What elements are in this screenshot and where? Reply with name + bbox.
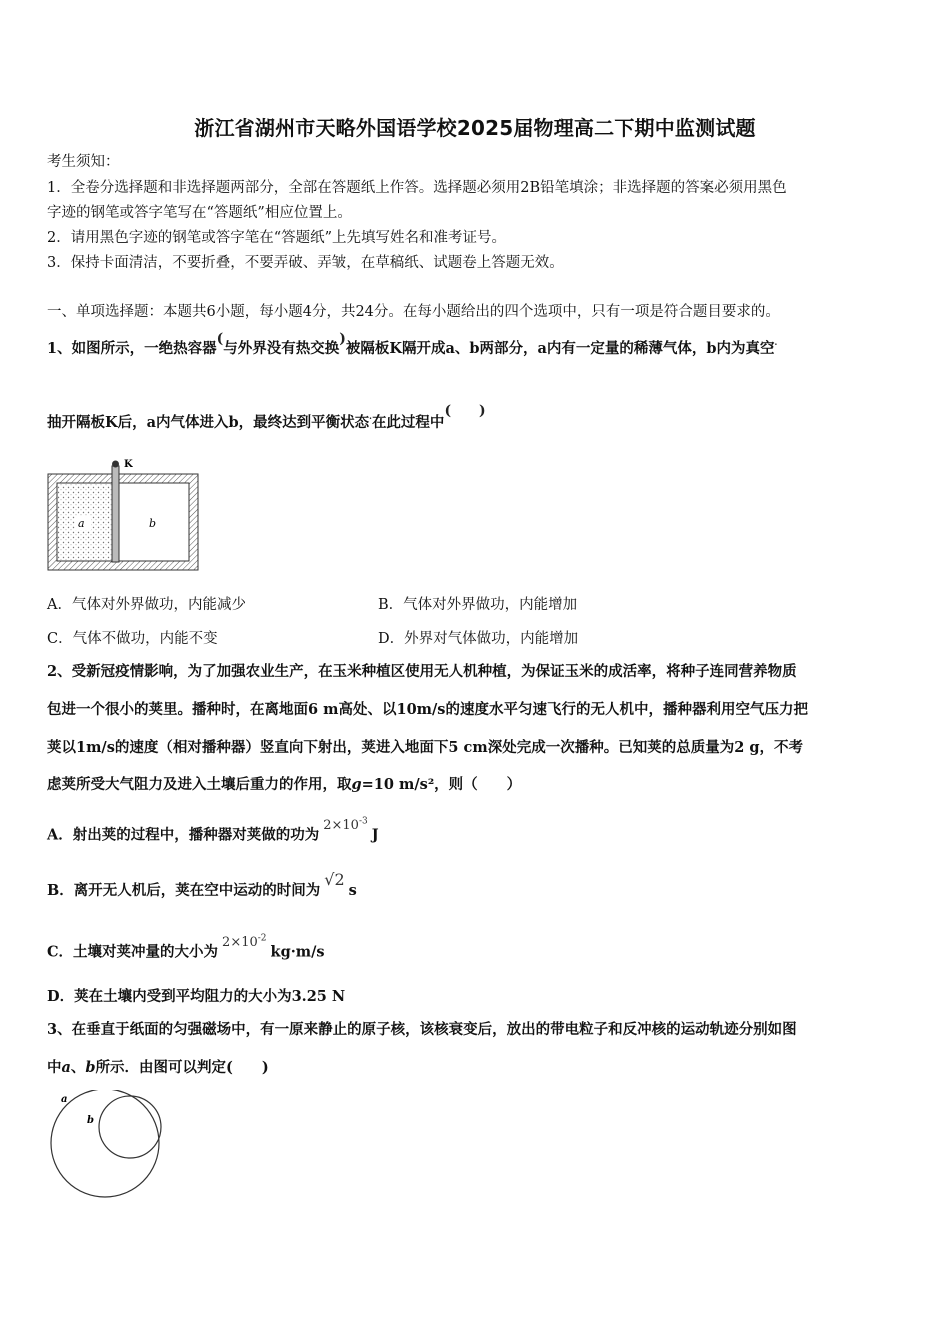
q1-option-b[interactable]: B．气体对外界做功，内能增加 [378,597,578,613]
label-a: a [78,517,85,530]
q2-option-d[interactable]: D．荚在土壤内受到平均阻力的大小为3.25 N [47,988,346,1005]
circle-label-a: a [61,1094,68,1105]
q3-stem-line1: 3、在垂直于纸面的匀强磁场中，有一原来静止的原子核，该核衰变后，放出的带电粒子和反冲核的运动轨迹分别如图 [47,1021,797,1038]
q3-line2-sep: 、 [70,1059,86,1076]
q2-line4a: 虑荚所受大气阻力及进入土壤后重力的作用，取 [47,776,352,793]
q1-line2: 抽开隔板K后，a内气体进入b，最终达到平衡状态 [47,414,370,431]
q3-symbol-a: a [61,1059,71,1076]
q2-option-a-text: A．射出荚的过程中，播种器对荚做的功为 [47,826,320,844]
q3-figure-circles [47,1090,172,1205]
q2-option-c-text: C．土壤对荚冲量的大小为 [47,943,219,961]
q2-option-b-math: √2 [324,870,345,889]
q3-line2b: 所示．由图可以判定( ) [95,1059,269,1076]
q1-line2b: 在此过程中 [371,414,445,431]
q1-stem-line1: 1、如图所示，一绝热容器(与外界没有热交换)被隔板K隔开成a、b两部分，a内有一定量的稀薄气体，b内为真空. [47,331,778,357]
notice-item: 字迹的钢笔或答字笔写在“答题纸”相应位置上。 [47,205,352,221]
q2-option-c-exp: -2 [257,934,267,944]
label-b: b [149,517,157,530]
q2-stem-line: 包进一个很小的荚里。播种时，在离地面6 m高处、以10m/s的速度水平匀速飞行的无人机中，播种器利用空气压力把 [47,701,808,718]
q3-stem-line2 [47,1058,269,1078]
notice-heading: 考生须知： [47,154,120,170]
q1-part3: 被隔板K隔开成a、b两部分，a内有一定量的稀薄气体，b内为真空 [345,340,775,357]
q1-option-d[interactable]: D．外界对气体做功，内能增加 [378,631,579,647]
q2-option-a[interactable] [47,817,379,846]
q3-line2a: 中 [47,1059,62,1076]
q2-option-a-math: 2×10 [323,818,359,834]
q2-line4b: =10 m/s²，则（ ） [361,776,522,793]
page-title: 浙江省湖州市天略外国语学校2025届物理高二下期中监测试题 [194,116,756,140]
q1-stem-line2: 抽开隔板K后，a内气体进入b，最终达到平衡状态.在此过程中( ) [47,403,486,431]
notice-item: 3．保持卡面清洁，不要折叠，不要弄破、弄皱，在草稿纸、试题卷上答题无效。 [47,255,564,271]
q2-option-c-unit: kg·m/s [270,943,325,961]
q2-stem-line: 2、受新冠疫情影响，为了加强农业生产，在玉米种植区使用无人机种植，为保证玉米的成活率，将种子连同营养物质 [47,663,797,680]
q1-option-c[interactable]: C．气体不做功，内能不变 [47,631,218,647]
q1-option-a[interactable]: A．气体对外界做功，内能减少 [47,597,246,613]
q3-symbol-b: b [85,1059,96,1076]
q2-option-c[interactable] [47,934,325,963]
q2-g-symbol: g [351,776,362,793]
q1-part1: 1、如图所示，一绝热容器 [47,340,217,357]
q1-part2: 与外界没有热交换 [223,340,340,357]
q2-option-a-exp: -3 [358,817,368,827]
circle-label-b: b [87,1115,94,1126]
q2-option-c-math: 2×10 [222,935,258,951]
section-heading: 一、单项选择题：本题共6小题，每小题4分，共24分。在每小题给出的四个选项中，只有一项是符合题目要求的。 [47,304,780,320]
q2-stem-line: 荚以1m/s的速度（相对播种器）竖直向下射出，荚进入地面下5 cm深处完成一次播种。已知荚的总质量为2 g，不考 [47,739,803,756]
q2-option-b-unit: s [348,882,357,899]
q2-option-b[interactable] [47,870,357,901]
q2-option-b-text: B．离开无人机后，荚在空中运动的时间为 [47,882,321,899]
notice-item: 2．请用黑色字迹的钢笔或答字笔在“答题纸”上先填写姓名和准考证号。 [47,230,507,246]
label-k: K [124,459,133,470]
notice-item: 1．全卷分选择题和非选择题两部分，全部在答题纸上作答。选择题必须用2B铅笔填涂；非选择题的答案必须用黑色 [47,180,787,196]
q1-figure-container [47,456,202,574]
q2-option-a-unit: J [371,826,379,844]
q2-stem-line [47,775,521,795]
